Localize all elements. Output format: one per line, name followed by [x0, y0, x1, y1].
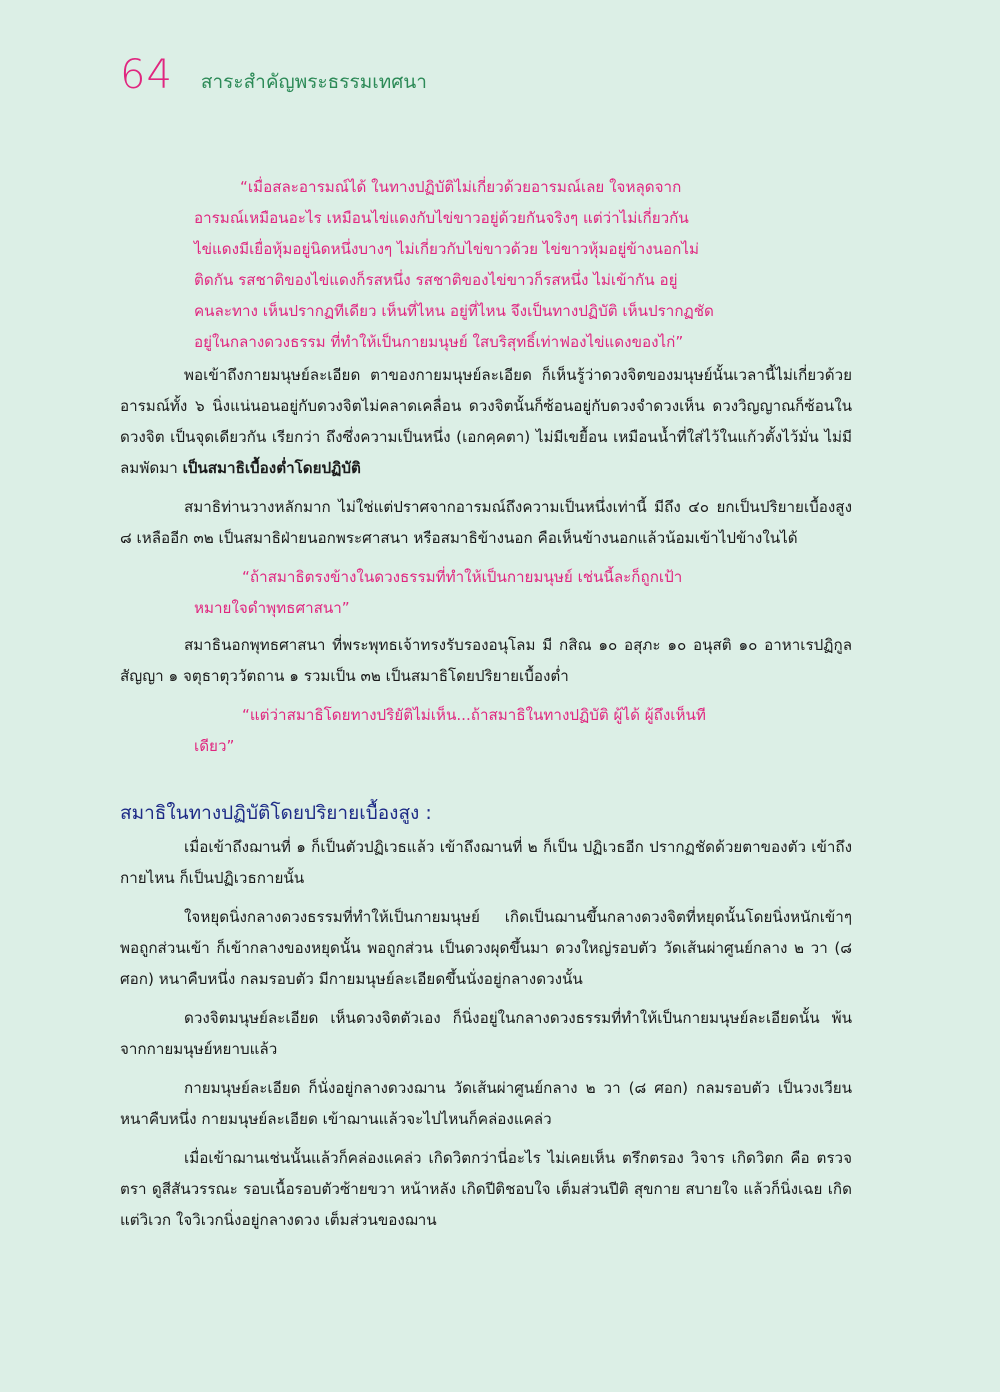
body-paragraph: ใจหยุดนิ่งกลางดวงธรรมที่ทำให้เป็นกายมนุษย์ เกิดเป็นฌานขึ้นกลางดวงจิตที่หยุดนั้นโดยนิ่งหนักเข้าๆ พอถูกส่วนเข้า ก็เข้ากลางของหยุดนั้น พอถูกส่วน เป็นดวงผุดขึ้นมา ดวงใหญ่รอบตัว วัดเส้นผ่าศูนย์กลาง ๒ วา (๘ ศอก) หนาคืบหนึ่ง กลมรอบตัว มีกายมนุษย์ละเอียดขึ้นนั่งอยู่กลางดวงนั้น	[120, 908, 852, 988]
emphasis-text: เป็นสมาธิเบื้องต่ำโดยปฏิบัติ	[182, 459, 361, 477]
body-paragraph: สมาธิท่านวางหลักมาก ไม่ใช่แต่ปราศจากอารมณ์ถึงความเป็นหนึ่งเท่านี้ มีถึง ๔๐ ยกเป็นปริยายเบื้องสูง ๘ เหลืออีก ๓๒ เป็นสมาธิฝ่ายนอกพระศาสนา หรือสมาธิข้างนอก คือเห็นข้างนอกแล้วน้อมเข้าไปข้างในได้	[120, 498, 852, 547]
section-heading: สมาธิในทางปฏิบัติโดยปริยายเบื้องสูง :	[120, 802, 432, 824]
body-paragraph: เมื่อเข้าถึงฌานที่ ๑ ก็เป็นตัวปฏิเวธแล้ว เข้าถึงฌานที่ ๒ ก็เป็น ปฏิเวธอีก ปรากฏชัดด้วยตาของตัว เข้าถึงกายไหน ก็เป็นปฏิเวธกายนั้น	[120, 838, 852, 887]
body-paragraph	[120, 360, 852, 484]
quote-line: “เมื่อสละอารมณ์ได้ ในทางปฏิบัติไม่เกี่ยวด้วยอารมณ์เลย ใจหลุดจาก	[240, 178, 682, 196]
body-paragraph: กายมนุษย์ละเอียด ก็นั่งอยู่กลางดวงฌาน วัดเส้นผ่าศูนย์กลาง ๒ วา (๘ ศอก) กลมรอบตัว เป็นวงเวียนหนาคืบหนึ่ง กายมนุษย์ละเอียด เข้าฌานแล้วจะไปไหนก็คล่องแคล่ว	[120, 1079, 852, 1128]
quote-line: อารมณ์เหมือนอะไร เหมือนไข่แดงกับไข่ขาวอยู่ด้วยกันจริงๆ แต่ว่าไม่เกี่ยวกัน	[194, 209, 689, 227]
page-content	[120, 168, 852, 1236]
quote-line: ติดกัน รสชาติของไข่แดงก็รสหนึ่ง รสชาติของไข่ขาวก็รสหนึ่ง ไม่เข้ากัน อยู่	[194, 271, 678, 289]
paragraph-text: พอเข้าถึงกายมนุษย์ละเอียด ตาของกายมนุษย์ละเอียด ก็เห็นรู้ว่าดวงจิตของมนุษย์นั้นเวลานี้ไม่เกี่ยวด้วยอารมณ์ทั้ง ๖ นิ่งแน่นอนอยู่กับดวงจิตไม่คลาดเคลื่อน ดวงจิตนั้นก็ซ้อนอยู่กับดวงจำดวงเห็น ดวงวิญญาณก็ซ้อนในดวงจิต เป็นจุดเดียวกัน เรียกว่า ถึงซึ่งความเป็นหนึ่ง (เอกคฺคตา) ไม่มีเขยื้อน เหมือนน้ำที่ใส่ไว้ในแก้วตั้งไว้มั่น ไม่มีลมพัดมา	[120, 366, 852, 477]
quote-line: เดียว”	[194, 737, 235, 755]
quote-block	[120, 562, 852, 624]
quote-line: “ถ้าสมาธิตรงข้างในดวงธรรมที่ทำให้เป็นกายมนุษย์ เช่นนี้ละก็ถูกเป้า	[242, 568, 683, 586]
quote-line: คนละทาง เห็นปรากฏทีเดียว เห็นที่ไหน อยู่ที่ไหน จึงเป็นทางปฏิบัติ เห็นปรากฏชัด	[194, 302, 714, 320]
book-title: สาระสำคัญพระธรรมเทศนา	[200, 71, 427, 93]
quote-line: ไข่แดงมีเยื่อหุ้มอยู่นิดหนึ่งบางๆ ไม่เกี่ยวกับไข่ขาวด้วย ไข่ขาวหุ้มอยู่ข้างนอกไม่	[194, 240, 700, 258]
quote-line: หมายใจดำพุทธศาสนา”	[194, 599, 350, 617]
page-number: 64	[120, 52, 173, 98]
body-paragraph: สมาธินอกพุทธศาสนา ที่พระพุทธเจ้าทรงรับรองอนุโลม มี กสิณ ๑๐ อสุภะ ๑๐ อนุสติ ๑๐ อาหาเรปฏิกูลสัญญา ๑ จตุธาตุววัตถาน ๑ รวมเป็น ๓๒ เป็นสมาธิโดยปริยายเบื้องต่ำ	[120, 636, 852, 685]
body-paragraph: เมื่อเข้าฌานเช่นนั้นแล้วก็คล่องแคล่ว เกิดวิตกว่านี่อะไร ไม่เคยเห็น ตรึกตรอง วิจาร เกิดวิตก คือ ตรวจตรา ดูสีสันวรรณะ รอบเนื้อรอบตัวซ้ายขวา หน้าหลัง เกิดปีติชอบใจ เต็มส่วนปีติ สุขกาย สบายใจ แล้วก็นิ่งเฉย เกิดแต่วิเวก ใจวิเวกนิ่งอยู่กลางดวง เต็มส่วนของฌาน	[120, 1149, 852, 1229]
quote-line: “แต่ว่าสมาธิโดยทางปริยัติไม่เห็น...ถ้าสมาธิในทางปฏิบัติ ผู้ได้ ผู้ถึงเห็นที	[242, 706, 706, 724]
page-header	[120, 52, 427, 102]
quote-line: อยู่ในกลางดวงธรรม ที่ทำให้เป็นกายมนุษย์ ใสบริสุทธิ์เท่าฟองไข่แดงของไก่”	[194, 333, 684, 351]
body-paragraph: ดวงจิตมนุษย์ละเอียด เห็นดวงจิตตัวเอง ก็นิ่งอยู่ในกลางดวงธรรมที่ทำให้เป็นกายมนุษย์ละเอียดนั้น พ้นจากกายมนุษย์หยาบแล้ว	[120, 1009, 852, 1058]
quote-block	[120, 172, 852, 358]
quote-block	[120, 700, 852, 762]
